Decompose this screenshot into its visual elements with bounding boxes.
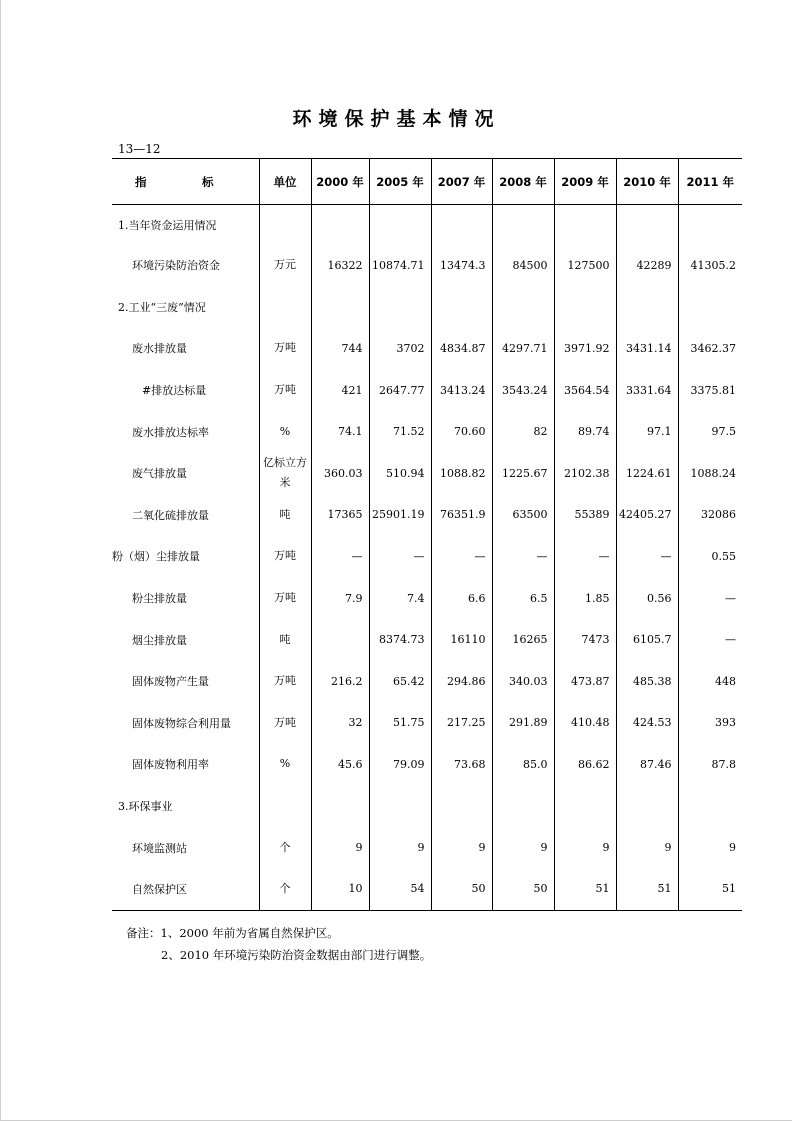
row-value: 9 <box>431 827 492 869</box>
row-label: 粉尘排放量 <box>132 592 187 606</box>
row-value: 84500 <box>492 245 554 287</box>
table-row <box>112 660 742 702</box>
row-value: 6105.7 <box>616 619 678 661</box>
row-value: 65.42 <box>369 660 431 702</box>
row-value: 6.6 <box>431 577 492 619</box>
row-value: 79.09 <box>369 744 431 786</box>
row-value: 97.1 <box>616 411 678 453</box>
row-value: 51.75 <box>369 702 431 744</box>
table-row <box>112 245 742 287</box>
row-unit <box>259 785 311 827</box>
row-label: 自然保护区 <box>112 868 259 910</box>
row-value: 360.03 <box>311 452 369 494</box>
row-unit: 个 <box>259 868 311 910</box>
row-value: — <box>616 536 678 578</box>
row-value: 9 <box>616 827 678 869</box>
row-unit: 万吨 <box>259 577 311 619</box>
row-value: 3331.64 <box>616 369 678 411</box>
row-value: 510.94 <box>369 452 431 494</box>
row-value: 3543.24 <box>492 369 554 411</box>
row-unit <box>259 286 311 328</box>
row-value: 1088.24 <box>678 452 742 494</box>
row-value: 7.9 <box>311 577 369 619</box>
row-value: 10 <box>311 868 369 910</box>
row-value: — <box>369 536 431 578</box>
row-value <box>311 619 369 661</box>
row-label: 2.工业“三废”情况 <box>118 300 206 314</box>
row-value: — <box>311 536 369 578</box>
row-label: 3.环保事业 <box>118 800 173 814</box>
row-value: 0.56 <box>616 577 678 619</box>
row-unit: 万元 <box>259 245 311 287</box>
row-value: 3971.92 <box>554 328 616 370</box>
row-label: 废水排放量 <box>132 342 187 356</box>
row-unit: 万吨 <box>259 328 311 370</box>
row-value <box>311 286 369 328</box>
row-value <box>678 286 742 328</box>
table-row <box>112 868 742 910</box>
row-value: 51 <box>616 868 678 910</box>
row-value <box>431 205 492 245</box>
row-label: 固体废物综合利用量 <box>132 716 231 730</box>
row-value: 3431.14 <box>616 328 678 370</box>
row-value: 410.48 <box>554 702 616 744</box>
row-value: 424.53 <box>616 702 678 744</box>
row-value: 8374.73 <box>369 619 431 661</box>
row-value: 87.8 <box>678 744 742 786</box>
table-row <box>112 452 742 494</box>
row-value: 10874.71 <box>369 245 431 287</box>
row-value: 82 <box>492 411 554 453</box>
table-row <box>112 205 742 245</box>
row-unit: 个 <box>259 827 311 869</box>
row-value: 127500 <box>554 245 616 287</box>
row-value: 1225.67 <box>492 452 554 494</box>
row-value: 7.4 <box>369 577 431 619</box>
row-unit: 万吨 <box>259 369 311 411</box>
row-value: 1088.82 <box>431 452 492 494</box>
row-value <box>678 205 742 245</box>
row-value: 50 <box>492 868 554 910</box>
row-value: 87.46 <box>616 744 678 786</box>
row-value: 42289 <box>616 245 678 287</box>
row-value: — <box>431 536 492 578</box>
row-value: 473.87 <box>554 660 616 702</box>
row-unit: % <box>259 744 311 786</box>
row-value: 17365 <box>311 494 369 536</box>
row-value: 340.03 <box>492 660 554 702</box>
row-label: 固体废物产生量 <box>132 675 209 689</box>
row-value: 51 <box>678 868 742 910</box>
row-value: 16110 <box>431 619 492 661</box>
row-value <box>554 205 616 245</box>
row-value: 16265 <box>492 619 554 661</box>
row-value: 41305.2 <box>678 245 742 287</box>
notes <box>126 922 431 966</box>
row-value: 71.52 <box>369 411 431 453</box>
row-value: 1224.61 <box>616 452 678 494</box>
row-unit <box>259 205 311 245</box>
row-value: 3462.37 <box>678 328 742 370</box>
row-value: — <box>678 619 742 661</box>
row-value <box>492 205 554 245</box>
row-value: 85.0 <box>492 744 554 786</box>
row-value: 97.5 <box>678 411 742 453</box>
row-unit: 吨 <box>259 494 311 536</box>
table-row <box>112 369 742 411</box>
row-value: 3375.81 <box>678 369 742 411</box>
row-value: 16322 <box>311 245 369 287</box>
row-value <box>554 785 616 827</box>
row-value: 51 <box>554 868 616 910</box>
row-value <box>369 205 431 245</box>
row-value <box>369 286 431 328</box>
row-unit: 吨 <box>259 619 311 661</box>
row-value: 216.2 <box>311 660 369 702</box>
row-value: 32086 <box>678 494 742 536</box>
note-1: 备注：1、2000 年前为省属自然保护区。 <box>126 926 339 940</box>
row-value <box>616 785 678 827</box>
row-value <box>616 205 678 245</box>
row-label: 烟尘排放量 <box>132 633 187 647</box>
row-value: 3564.54 <box>554 369 616 411</box>
row-value: 744 <box>311 328 369 370</box>
row-value <box>369 785 431 827</box>
row-value: 217.25 <box>431 702 492 744</box>
row-value: 25901.19 <box>369 494 431 536</box>
row-value <box>554 286 616 328</box>
header-2008: 2008 年 <box>492 159 554 205</box>
row-value: 42405.27 <box>616 494 678 536</box>
row-value <box>431 286 492 328</box>
header-unit: 单位 <box>259 159 311 205</box>
header-indicator: 指 标 <box>112 159 259 205</box>
row-value: 393 <box>678 702 742 744</box>
row-value <box>492 785 554 827</box>
row-label: 固体废物利用率 <box>132 758 209 772</box>
row-unit: 万吨 <box>259 536 311 578</box>
row-value <box>678 785 742 827</box>
row-value: 1.85 <box>554 577 616 619</box>
row-label: 二氧化硫排放量 <box>132 508 209 522</box>
row-value: 55389 <box>554 494 616 536</box>
row-value: 63500 <box>492 494 554 536</box>
row-value: 291.89 <box>492 702 554 744</box>
row-value: 89.74 <box>554 411 616 453</box>
table-row <box>112 411 742 453</box>
header-2011: 2011 年 <box>678 159 742 205</box>
row-value: 9 <box>492 827 554 869</box>
header-2010: 2010 年 <box>616 159 678 205</box>
row-value: 74.1 <box>311 411 369 453</box>
table-code: 13—12 <box>118 142 161 156</box>
row-unit: 亿标立方米 <box>259 452 311 494</box>
row-value: 86.62 <box>554 744 616 786</box>
row-value: 448 <box>678 660 742 702</box>
environment-table <box>112 158 742 911</box>
row-value: 9 <box>369 827 431 869</box>
row-value: 7473 <box>554 619 616 661</box>
row-value <box>311 785 369 827</box>
row-value: 54 <box>369 868 431 910</box>
row-label: 废气排放量 <box>132 467 187 481</box>
row-value: 6.5 <box>492 577 554 619</box>
row-value <box>492 286 554 328</box>
row-label: 环境污染防治资金 <box>132 259 220 273</box>
row-value: 294.86 <box>431 660 492 702</box>
row-label: 1.当年资金运用情况 <box>118 218 217 232</box>
row-value: 421 <box>311 369 369 411</box>
row-value: 2647.77 <box>369 369 431 411</box>
row-value: 2102.38 <box>554 452 616 494</box>
table-row <box>112 827 742 869</box>
table-row <box>112 494 742 536</box>
row-value: — <box>492 536 554 578</box>
row-value: 50 <box>431 868 492 910</box>
table-row <box>112 328 742 370</box>
row-value: 73.68 <box>431 744 492 786</box>
row-value: 3702 <box>369 328 431 370</box>
row-value: 4297.71 <box>492 328 554 370</box>
table-row <box>112 536 742 578</box>
row-label: 环境监测站 <box>132 841 187 855</box>
row-label: #排放达标量 <box>142 384 207 398</box>
page-title: 环境保护基本情况 <box>292 108 501 130</box>
table-row <box>112 744 742 786</box>
row-value <box>616 286 678 328</box>
row-value: 9 <box>554 827 616 869</box>
row-value: 3413.24 <box>431 369 492 411</box>
row-value: 76351.9 <box>431 494 492 536</box>
table-row <box>112 619 742 661</box>
header-row <box>112 159 742 205</box>
row-unit: 万吨 <box>259 660 311 702</box>
table-row <box>112 286 742 328</box>
row-value: — <box>678 577 742 619</box>
row-value <box>311 205 369 245</box>
row-value: 70.60 <box>431 411 492 453</box>
table-row <box>112 785 742 827</box>
header-2009: 2009 年 <box>554 159 616 205</box>
header-2005: 2005 年 <box>369 159 431 205</box>
table-row <box>112 702 742 744</box>
row-value: 32 <box>311 702 369 744</box>
row-value <box>431 785 492 827</box>
row-value: 45.6 <box>311 744 369 786</box>
note-2: 2、2010 年环境污染防治资金数据由部门进行调整。 <box>161 948 432 962</box>
table-row <box>112 577 742 619</box>
row-label: 粉（烟）尘排放量 <box>112 550 200 564</box>
header-2007: 2007 年 <box>431 159 492 205</box>
row-value: 0.55 <box>678 536 742 578</box>
row-value: 9 <box>311 827 369 869</box>
row-label: 废水排放达标率 <box>132 425 209 439</box>
row-value: 4834.87 <box>431 328 492 370</box>
row-value: 9 <box>678 827 742 869</box>
row-value: 13474.3 <box>431 245 492 287</box>
row-value: — <box>554 536 616 578</box>
row-value: 485.38 <box>616 660 678 702</box>
row-unit: % <box>259 411 311 453</box>
row-unit: 万吨 <box>259 702 311 744</box>
header-2000: 2000 年 <box>311 159 369 205</box>
